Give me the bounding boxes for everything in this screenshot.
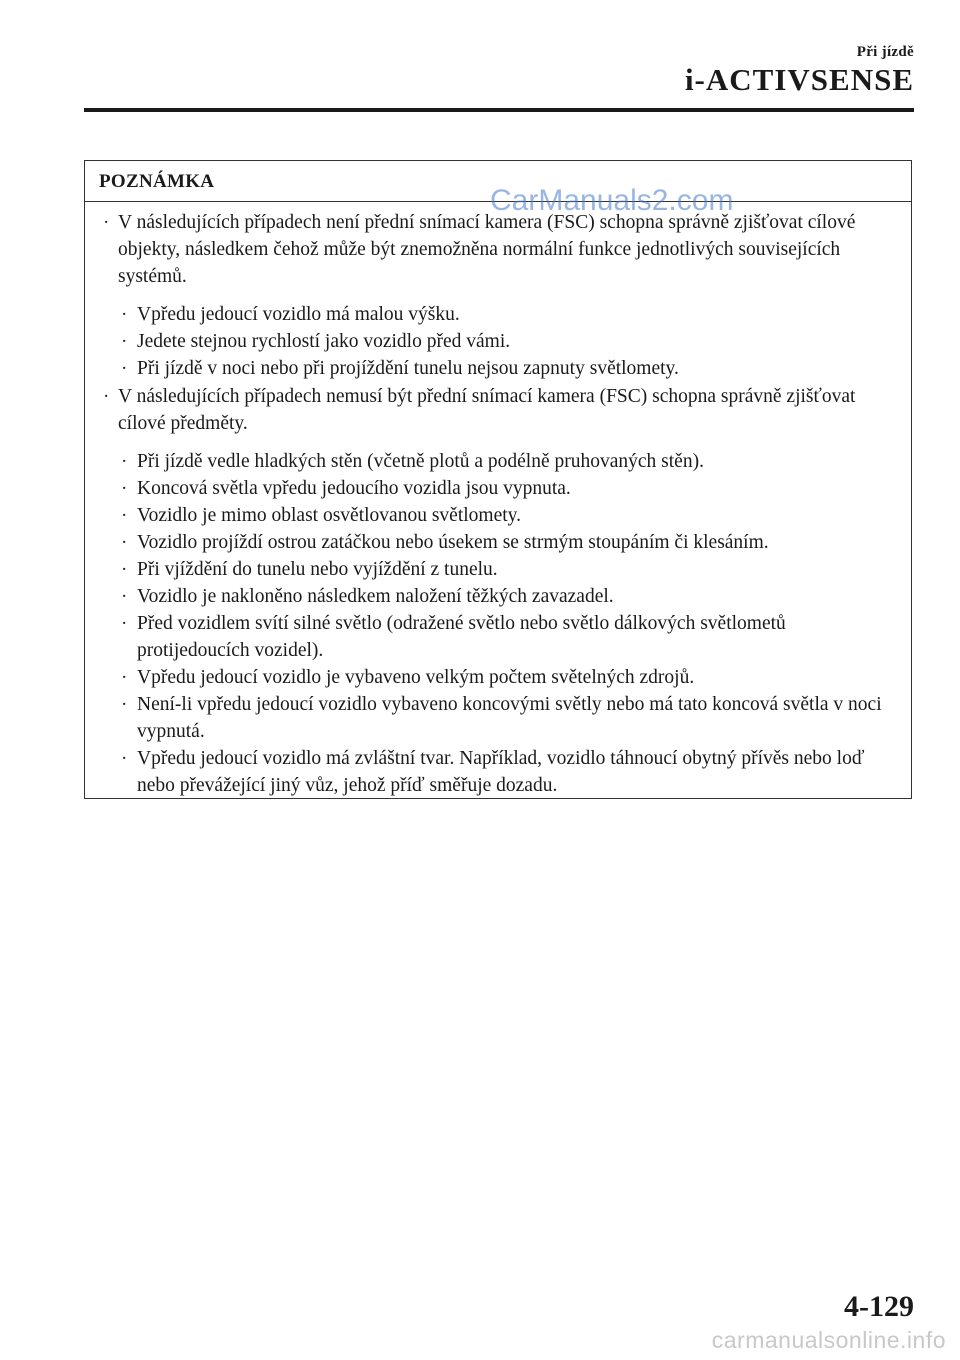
note-title: POZNÁMKA xyxy=(85,161,911,202)
page-number: 4-129 xyxy=(844,1290,914,1323)
note-subitem xyxy=(99,556,897,583)
note-box xyxy=(84,160,912,799)
bullet-icon: · xyxy=(103,386,110,407)
note-subitem xyxy=(99,691,897,745)
note-item-text: Při jízdě v noci nebo při projíždění tunelu nejsou zapnuty světlomety. xyxy=(137,358,679,379)
bullet-icon: · xyxy=(121,559,128,580)
note-item-text: Před vozidlem svítí silné světlo (odražené světlo nebo světlo dálkových světlometů protijedoucích vozidel). xyxy=(137,613,786,661)
bullet-icon: · xyxy=(121,586,128,607)
note-subitem xyxy=(99,529,897,556)
bullet-icon: · xyxy=(121,694,128,715)
note-item-text: Vpředu jedoucí vozidlo je vybaveno velkým počtem světelných zdrojů. xyxy=(137,667,695,688)
note-subitem xyxy=(99,745,897,799)
note-item-text: V následujících případech není přední snímací kamera (FSC) schopna správně zjišťovat cílové objekty, následkem čehož může být znemožněna normální funkce jednotlivých souvisejících systémů. xyxy=(118,212,856,287)
note-list-item xyxy=(99,383,897,437)
note-item-text: Vpředu jedoucí vozidlo má malou výšku. xyxy=(137,304,460,325)
note-subitem xyxy=(99,475,897,502)
note-item-text: Vozidlo je nakloněno následkem naložení těžkých zavazadel. xyxy=(137,586,614,607)
header-rule xyxy=(84,108,914,112)
note-subitem xyxy=(99,610,897,664)
note-item-text: Vozidlo projíždí ostrou zatáčkou nebo úsekem se strmým stoupáním či klesáním. xyxy=(137,532,769,553)
bullet-icon: · xyxy=(121,304,128,325)
note-item-text: Při jízdě vedle hladkých stěn (včetně plotů a podélně pruhovaných stěn). xyxy=(137,451,704,472)
note-subitem xyxy=(99,583,897,610)
note-body xyxy=(85,202,911,799)
watermark-top: CarManuals2.com xyxy=(490,184,734,217)
note-subitem xyxy=(99,502,897,529)
note-item-text: Není-li vpředu jedoucí vozidlo vybaveno koncovými světly nebo má tato koncová světla v noci vypnutá. xyxy=(137,694,882,742)
note-item-text: V následujících případech nemusí být přední snímací kamera (FSC) schopna správně zjišťovat cílové předměty. xyxy=(118,386,856,434)
section-label: Při jízdě xyxy=(856,44,914,60)
bullet-icon: · xyxy=(103,212,110,233)
bullet-icon: · xyxy=(121,748,128,769)
note-item-text: Koncová světla vpředu jedoucího vozidla jsou vypnuta. xyxy=(137,478,571,499)
note-item-text: Vpředu jedoucí vozidlo má zvláštní tvar. Například, vozidlo táhnoucí obytný přívěs nebo loď nebo převážející jiný vůz, jehož příď směřuje dozadu. xyxy=(137,748,865,796)
watermark-bottom: carmanualsonline.info xyxy=(711,1327,946,1353)
bullet-icon: · xyxy=(121,505,128,526)
bullet-icon: · xyxy=(121,667,128,688)
note-item-text: Vozidlo je mimo oblast osvětlovanou světlomety. xyxy=(137,505,522,526)
bullet-icon: · xyxy=(121,358,128,379)
note-subitem xyxy=(99,448,897,475)
note-subitem xyxy=(99,328,897,355)
bullet-icon: · xyxy=(121,532,128,553)
note-subitem xyxy=(99,664,897,691)
bullet-icon: · xyxy=(121,478,128,499)
note-item-text: Při vjíždění do tunelu nebo vyjíždění z tunelu. xyxy=(137,559,498,580)
note-subitem xyxy=(99,301,897,328)
bullet-icon: · xyxy=(121,613,128,634)
note-subitem xyxy=(99,355,897,382)
chapter-title: i-ACTIVSENSE xyxy=(684,62,914,97)
bullet-icon: · xyxy=(121,451,128,472)
note-item-text: Jedete stejnou rychlostí jako vozidlo před vámi. xyxy=(137,331,511,352)
note-list-item xyxy=(99,209,897,290)
bullet-icon: · xyxy=(121,331,128,352)
